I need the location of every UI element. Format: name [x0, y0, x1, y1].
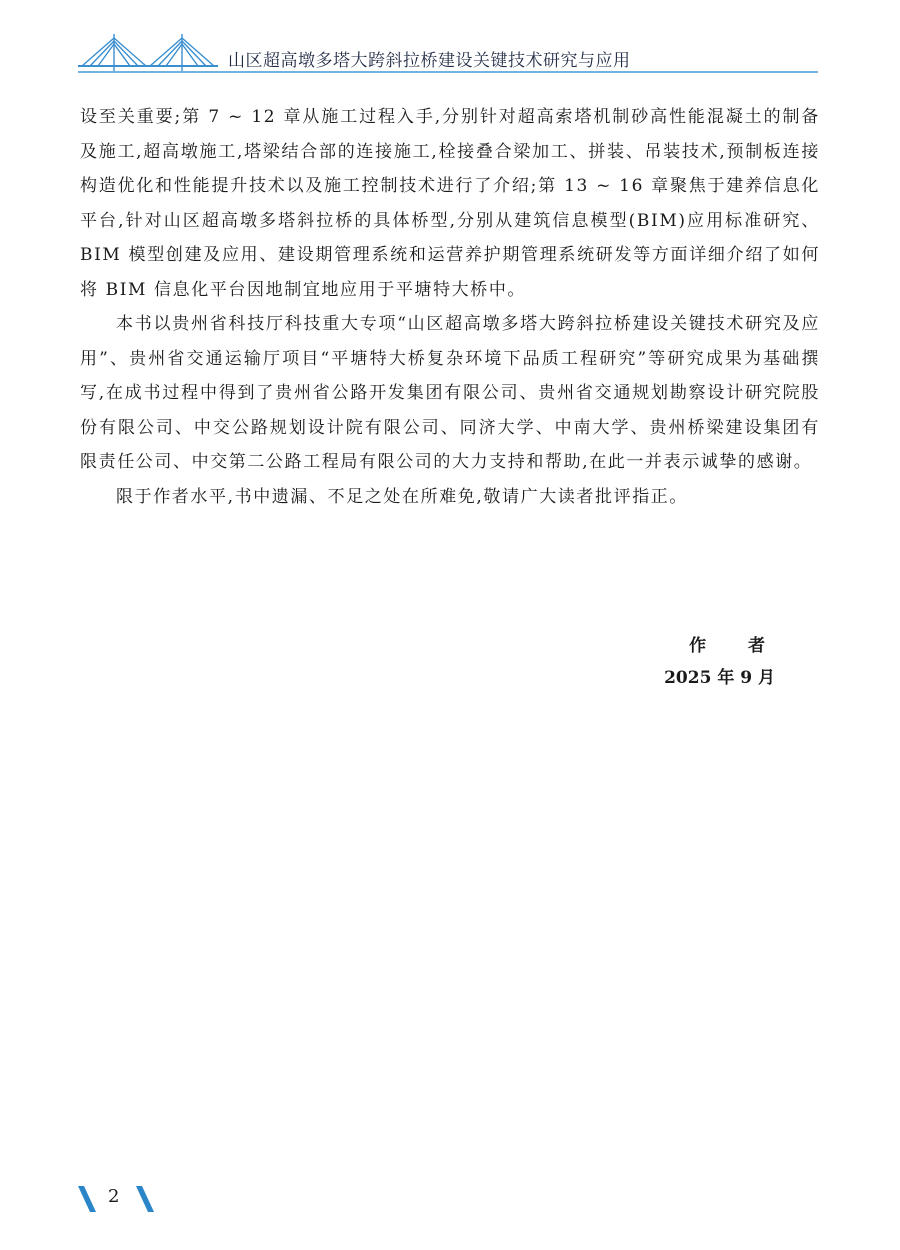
- body-text: [80, 100, 820, 514]
- header-divider: [78, 71, 818, 73]
- signature-author: 作 者: [689, 636, 783, 656]
- page-footer: [76, 1183, 166, 1213]
- paragraph: 本书以贵州省科技厅科技重大专项“山区超高墩多塔大跨斜拉桥建设关键技术研究及应用”、贵州省交通运输厅项目“平塘特大桥复杂环境下品质工程研究”等研究成果为基础撰写,在成书过程中得到了贵州省公路开发集团有限公司、贵州省交通规划勘察设计研究院股份有限公司、中交公路规划设计院有限公司、同济大学、中南大学、贵州桥梁建设集团有限责任公司、中交第二公路工程局有限公司的大力支持和帮助,在此一并表示诚挚的感谢。: [80, 314, 820, 472]
- paragraph: 设至关重要;第 7 ~ 12 章从施工过程入手,分别针对超高索塔机制砂高性能混凝土的制备及施工,超高墩施工,塔梁结合部的连接施工,栓接叠合梁加工、拼装、吊装技术,预制板连接构造优化和性能提升技术以及施工控制技术进行了介绍;第 13 ~ 16 章聚焦于建养信息化平台,针对山区超高墩多塔斜拉桥的具体桥型,分别从建筑信息模型(BIM)应用标准研究、BIM 模型创建及应用、建设期管理系统和运营养护期管理系统研发等方面详细介绍了如何将 BIM 信息化平台因地制宜地应用于平塘特大桥中。: [80, 107, 820, 300]
- signature-block: [664, 630, 783, 694]
- page-number: 2: [108, 1186, 120, 1207]
- page-header: [0, 0, 900, 80]
- slash-ornament-icon: [134, 1186, 156, 1212]
- signature-date: 2025 年 9 月: [664, 668, 775, 688]
- cable-stayed-bridge-icon: [78, 32, 218, 74]
- paragraph: 限于作者水平,书中遗漏、不足之处在所难免,敬请广大读者批评指正。: [116, 486, 689, 507]
- running-header-title: 山区超高墩多塔大跨斜拉桥建设关键技术研究与应用: [228, 51, 631, 71]
- slash-ornament-icon: [76, 1186, 98, 1212]
